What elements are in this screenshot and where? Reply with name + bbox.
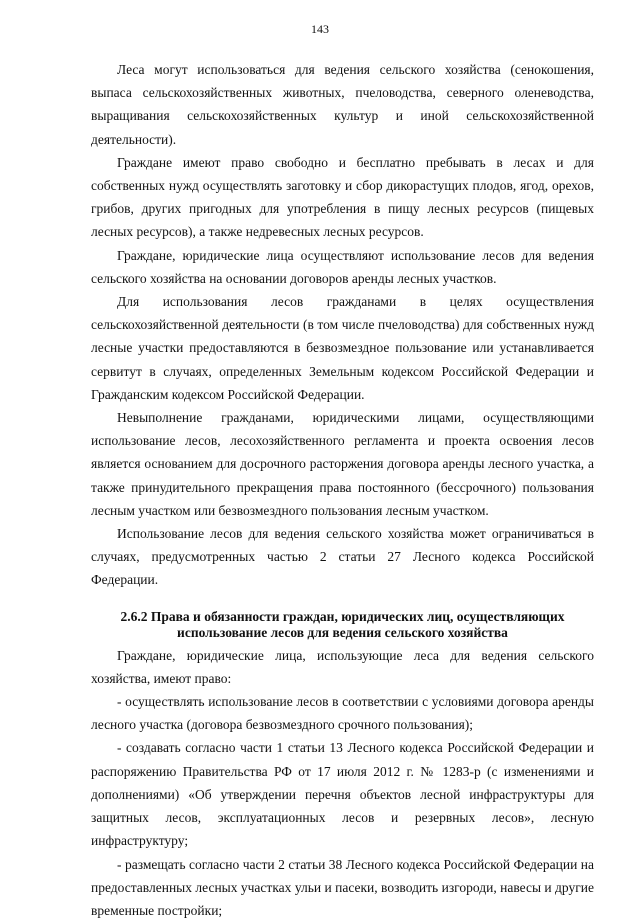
paragraph-termination-grounds: Невыполнение гражданами, юридическими лицами, осуществляющими использование лесов, лесохозяйственного регламента и проекта освоения лесов является основанием для досрочного расторжения договора аренды лесного участка, а также принудительного прекращения права постоянного (бессрочного) пользования лесным участком или безвозмездного пользования лесным участком. [91,406,594,522]
page-body [91,58,594,922]
section-heading: 2.6.2 Права и обязанности граждан, юридических лиц, осуществляющих использование лесов для ведения сельского хозяйства [91,609,594,641]
paragraph-use-limitations: Использование лесов для ведения сельского хозяйства может ограничиваться в случаях, предусмотренных частью 2 статьи 27 Лесного кодекса Российской Федерации. [91,522,594,592]
list-item-beehives-structures: - размещать согласно части 2 статьи 38 Лесного кодекса Российской Федерации на предоставленных лесных участках ульи и пасеки, возводить изгороди, навесы и другие временные постройки; [91,853,594,922]
paragraph-forest-agriculture-uses: Леса могут использоваться для ведения сельского хозяйства (сенокошения, выпаса сельскохозяйственных животных, пчеловодства, северного оленеводства, выращивания сельскохозяйственных культур и иной сельскохозяйственной деятельности). [91,58,594,151]
paragraph-free-use-servitude: Для использования лесов гражданами в целях осуществления сельскохозяйственной деятельности (в том числе пчеловодства) для собственных нужд лесные участки предоставляются в безвозмездное пользование или устанавливается сервитут в случаях, определенных Земельным кодексом Российской Федерации и Гражданским кодексом Российской Федерации. [91,290,594,406]
paragraph-rights-intro: Граждане, юридические лица, использующие леса для ведения сельского хозяйства, имеют право: [91,644,594,690]
page-number: 143 [0,22,640,37]
list-item-lease-conditions: - осуществлять использование лесов в соответствии с условиями договора аренды лесного участка (договора безвозмездного срочного пользования); [91,690,594,736]
spacer [91,592,594,609]
paragraph-citizens-rights-stay: Граждане имеют право свободно и бесплатно пребывать в лесах и для собственных нужд осуществлять заготовку и сбор дикорастущих плодов, ягод, орехов, грибов, других пригодных для употребления в пищу лесных ресурсов (пищевых лесных ресурсов), а также недревесных лесных ресурсов. [91,151,594,244]
paragraph-lease-basis: Граждане, юридические лица осуществляют использование лесов для ведения сельского хозяйства на основании договоров аренды лесных участков. [91,244,594,290]
list-item-forest-infrastructure: - создавать согласно части 1 статьи 13 Лесного кодекса Российской Федерации и распоряжению Правительства РФ от 17 июля 2012 г. № 1283-р (с изменениями и дополнениями) «Об утверждении перечня объектов лесной инфраструктуры для защитных лесов, эксплуатационных лесов и резервных лесов», лесную инфраструктуру; [91,736,594,852]
